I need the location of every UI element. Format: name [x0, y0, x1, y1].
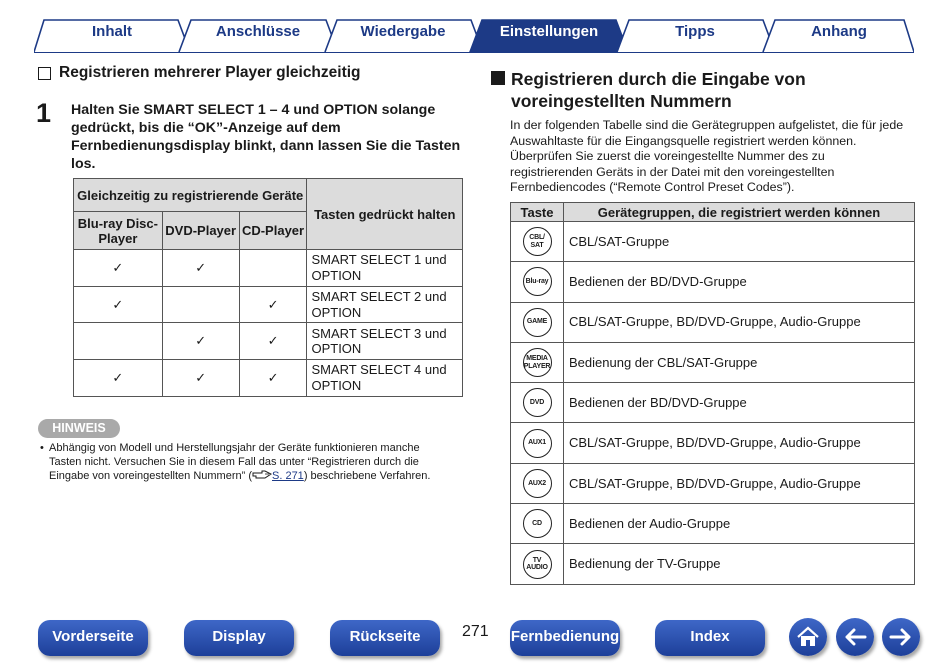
- keys-cell: SMART SELECT 3 und OPTION: [307, 323, 463, 360]
- arrow-left-icon: [843, 627, 867, 647]
- note-text-before: Abhängig von Modell und Herstellungsjahr der Geräte funktionieren manche Tasten nicht. Versuchen Sie in diesem Fall das unter “Registrieren durch die Eingabe von voreingestellten Nummern” (: [49, 442, 420, 482]
- note-text: [40, 441, 450, 483]
- pointing-hand-icon: [252, 469, 272, 480]
- intro-paragraph: In der folgenden Tabelle sind die Gerätegruppen aufgelistet, die für jede Auswahltaste für die Eingangsquelle registriert werden können. Überprüfen Sie zuerst die voreingestellte Nummer des zu registrierenden Geräts in der Datei mit den voreingestellten Fernbediencodes (“Remote Control Preset Codes”).: [510, 118, 904, 194]
- cd-button-icon: CD: [523, 509, 552, 538]
- table-row: [511, 544, 915, 584]
- tv-audio-button-icon: TV AUDIO: [523, 550, 552, 579]
- table-row: [74, 323, 463, 360]
- groups-cell: Bedienen der BD/DVD-Gruppe: [564, 262, 915, 302]
- note-body: [40, 441, 450, 483]
- table-row: [511, 302, 915, 342]
- back-panel-button[interactable]: Rückseite: [330, 620, 440, 656]
- check-cd: ✓: [239, 323, 307, 360]
- groups-cell: CBL/SAT-Gruppe, BD/DVD-Gruppe, Audio-Gruppe: [564, 463, 915, 503]
- aux1-button-icon: AUX1: [523, 429, 552, 458]
- table-row: [74, 286, 463, 323]
- tab-einstellungen[interactable]: Einstellungen: [499, 23, 599, 40]
- note-text-after: ) beschriebene Verfahren.: [303, 470, 431, 482]
- display-button[interactable]: Display: [184, 620, 294, 656]
- table-row: [511, 342, 915, 382]
- header-dvd: DVD-Player: [162, 212, 239, 250]
- check-bluray: ✓: [74, 286, 163, 323]
- table-row: [511, 222, 915, 262]
- groups-cell: Bedienung der CBL/SAT-Gruppe: [564, 342, 915, 382]
- header-devices-group: Gleichzeitig zu registrierende Geräte: [74, 179, 307, 212]
- top-tab-bar: [34, 18, 914, 54]
- header-cd: CD-Player: [239, 212, 307, 250]
- section-heading-text: Registrieren durch die Eingabe von voreingestellten Nummern: [511, 69, 806, 111]
- table-row: [74, 250, 463, 287]
- check-dvd: ✓: [162, 250, 239, 287]
- home-button[interactable]: [789, 618, 827, 656]
- tab-tipps[interactable]: Tipps: [675, 23, 715, 40]
- groups-cell: CBL/SAT-Gruppe, BD/DVD-Gruppe, Audio-Gruppe: [564, 423, 915, 463]
- note-bullet: •: [40, 442, 44, 454]
- check-dvd: [162, 286, 239, 323]
- header-keys: Tasten gedrückt halten: [307, 179, 463, 250]
- page-number: 271: [462, 623, 489, 640]
- media-player-button-icon: MEDIA PLAYER: [523, 348, 552, 377]
- keys-cell: SMART SELECT 2 und OPTION: [307, 286, 463, 323]
- check-cd: ✓: [239, 286, 307, 323]
- next-page-button[interactable]: [882, 618, 920, 656]
- groups-cell: CBL/SAT-Gruppe, BD/DVD-Gruppe, Audio-Gruppe: [564, 302, 915, 342]
- check-bluray: ✓: [74, 250, 163, 287]
- table-row: [511, 383, 915, 423]
- note-label: HINWEIS: [38, 419, 120, 438]
- tab-anschluesse[interactable]: Anschlüsse: [215, 23, 301, 40]
- groups-cell: Bedienung der TV-Gruppe: [564, 544, 915, 584]
- check-dvd: ✓: [162, 360, 239, 397]
- table-row: [74, 360, 463, 397]
- multi-player-table: [73, 178, 463, 397]
- tab-anhang[interactable]: Anhang: [811, 23, 867, 40]
- black-square-icon: [491, 71, 505, 85]
- keys-cell: SMART SELECT 4 und OPTION: [307, 360, 463, 397]
- front-page-button[interactable]: Vorderseite: [38, 620, 148, 656]
- groups-cell: CBL/SAT-Gruppe: [564, 222, 915, 262]
- keys-cell: SMART SELECT 1 und OPTION: [307, 250, 463, 287]
- header-groups: Gerätegruppen, die registriert werden können: [564, 203, 915, 222]
- table-row: [511, 463, 915, 503]
- step-instruction: Halten Sie SMART SELECT 1 – 4 und OPTION solange gedrückt, bis die “OK”-Anzeige auf dem Fernbedienungsdisplay blinkt, dann lassen Sie die Tasten los.: [71, 102, 461, 172]
- tab-wiedergabe[interactable]: Wiedergabe: [360, 23, 446, 40]
- aux2-button-icon: AUX2: [523, 469, 552, 498]
- header-bluray: Blu-ray Disc-Player: [74, 212, 163, 250]
- check-cd: ✓: [239, 360, 307, 397]
- table-row: [511, 504, 915, 544]
- subheading-text: Registrieren mehrerer Player gleichzeitig: [59, 64, 361, 81]
- check-bluray: [74, 323, 163, 360]
- checkbox-icon: [38, 67, 51, 80]
- preset-groups-table: [510, 202, 915, 585]
- step-number: 1: [36, 98, 52, 128]
- remote-control-button[interactable]: Fernbedienung: [510, 620, 620, 656]
- check-bluray: ✓: [74, 360, 163, 397]
- arrow-right-icon: [889, 627, 913, 647]
- section-subheading: [38, 64, 361, 82]
- page-reference-link[interactable]: S. 271: [272, 470, 304, 482]
- groups-cell: Bedienen der BD/DVD-Gruppe: [564, 383, 915, 423]
- header-key: Taste: [511, 203, 564, 222]
- groups-cell: Bedienen der Audio-Gruppe: [564, 504, 915, 544]
- bluray-button-icon: Blu-ray: [523, 267, 552, 296]
- previous-page-button[interactable]: [836, 618, 874, 656]
- section-heading: [491, 68, 891, 112]
- table-row: [511, 423, 915, 463]
- check-dvd: ✓: [162, 323, 239, 360]
- home-icon: [796, 626, 820, 648]
- index-button[interactable]: Index: [655, 620, 765, 656]
- game-button-icon: GAME: [523, 308, 552, 337]
- tab-inhalt[interactable]: Inhalt: [92, 23, 132, 40]
- table-row: [511, 262, 915, 302]
- check-cd: [239, 250, 307, 287]
- dvd-button-icon: DVD: [523, 388, 552, 417]
- cbl-sat-button-icon: CBL/ SAT: [523, 227, 552, 256]
